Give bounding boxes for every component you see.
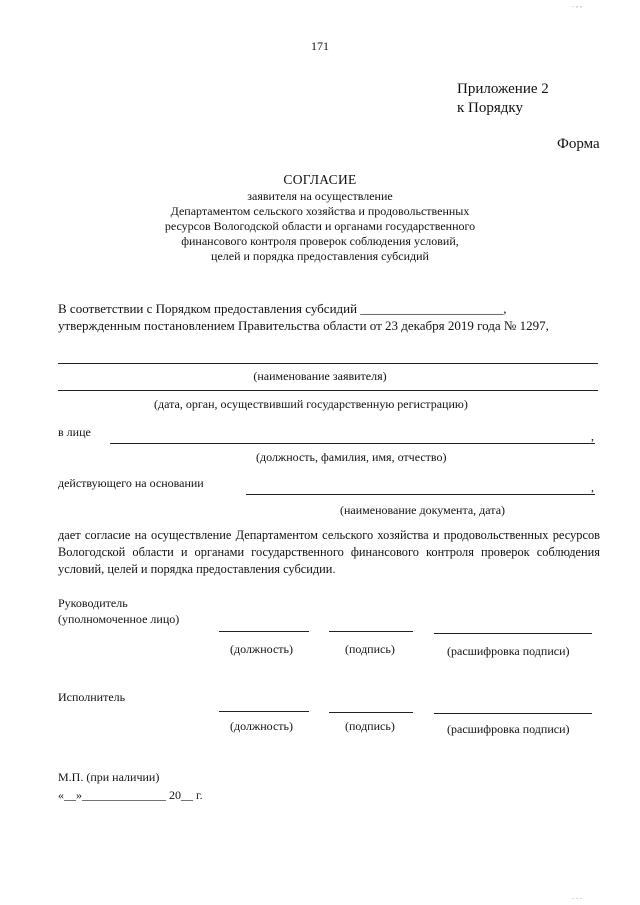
head-position-caption: (должность)	[230, 642, 293, 656]
basis-document-line[interactable]	[246, 494, 595, 495]
acting-basis-label: действующего на основании	[58, 476, 204, 490]
basis-document-caption: (наименование документа, дата)	[340, 503, 506, 517]
person-comma: ,	[591, 429, 594, 443]
executor-signature-line[interactable]	[329, 712, 413, 713]
intro-line-2: утвержденным постановлением Правительства области от 23 декабря 2019 года № 1297,	[58, 318, 549, 333]
page-number: 171	[311, 39, 329, 53]
executor-decoding-line[interactable]	[434, 713, 592, 714]
applicant-name-caption: (наименование заявителя)	[253, 369, 387, 383]
head-decoding-caption: (расшифровка подписи)	[447, 644, 570, 658]
date-field[interactable]: «__»______________ 20__ г.	[58, 788, 203, 802]
appendix-number: Приложение 2	[457, 81, 549, 97]
corner-mark-top: . , ,	[572, 0, 582, 9]
in-person-label: в лице	[58, 425, 91, 439]
executor-position-caption: (должность)	[230, 719, 293, 733]
head-position-line[interactable]	[219, 631, 309, 632]
title-line-4: финансового контроля проверок соблюдения условий,	[181, 234, 459, 248]
executor-decoding-caption: (расшифровка подписи)	[447, 722, 570, 736]
basis-comma: ,	[591, 480, 594, 494]
intro-line-1: В соответствии с Порядком предоставления субсидий ______________________,	[58, 301, 507, 316]
form-label: Форма	[557, 136, 600, 152]
consent-paragraph: дает согласие на осуществление Департаментом сельского хозяйства и продовольственных ресурсов Вологодской области и органами государственного финансового контроля проверок соблюдения условий, целей и порядка предоставления субсидии.	[58, 528, 600, 576]
person-line[interactable]	[110, 443, 595, 444]
registration-caption: (дата, орган, осуществивший государственную регистрацию)	[154, 397, 468, 411]
head-label: Руководитель	[58, 596, 128, 610]
title-line-1: заявителя на осуществление	[247, 189, 393, 203]
document-title: СОГЛАСИЕ	[283, 172, 357, 187]
registration-line[interactable]	[58, 390, 598, 391]
corner-mark-bottom: . . .	[572, 892, 582, 901]
head-signature-caption: (подпись)	[345, 642, 395, 656]
executor-signature-caption: (подпись)	[345, 719, 395, 733]
title-line-3: ресурсов Вологодской области и органами государственного	[164, 219, 476, 233]
executor-label: Исполнитель	[58, 690, 126, 704]
title-line-5: целей и порядка предоставления субсидий	[211, 249, 429, 263]
applicant-name-line[interactable]	[58, 363, 598, 364]
executor-position-line[interactable]	[219, 711, 309, 712]
person-caption: (должность, фамилия, имя, отчество)	[256, 450, 447, 464]
head-decoding-line[interactable]	[434, 633, 592, 634]
authorized-person-label: (уполномоченное лицо)	[58, 612, 180, 626]
title-line-2: Департаментом сельского хозяйства и продовольственных	[170, 204, 470, 218]
stamp-label: М.П. (при наличии)	[58, 770, 160, 784]
head-signature-line[interactable]	[329, 631, 413, 632]
appendix-reference: к Порядку	[457, 100, 523, 116]
